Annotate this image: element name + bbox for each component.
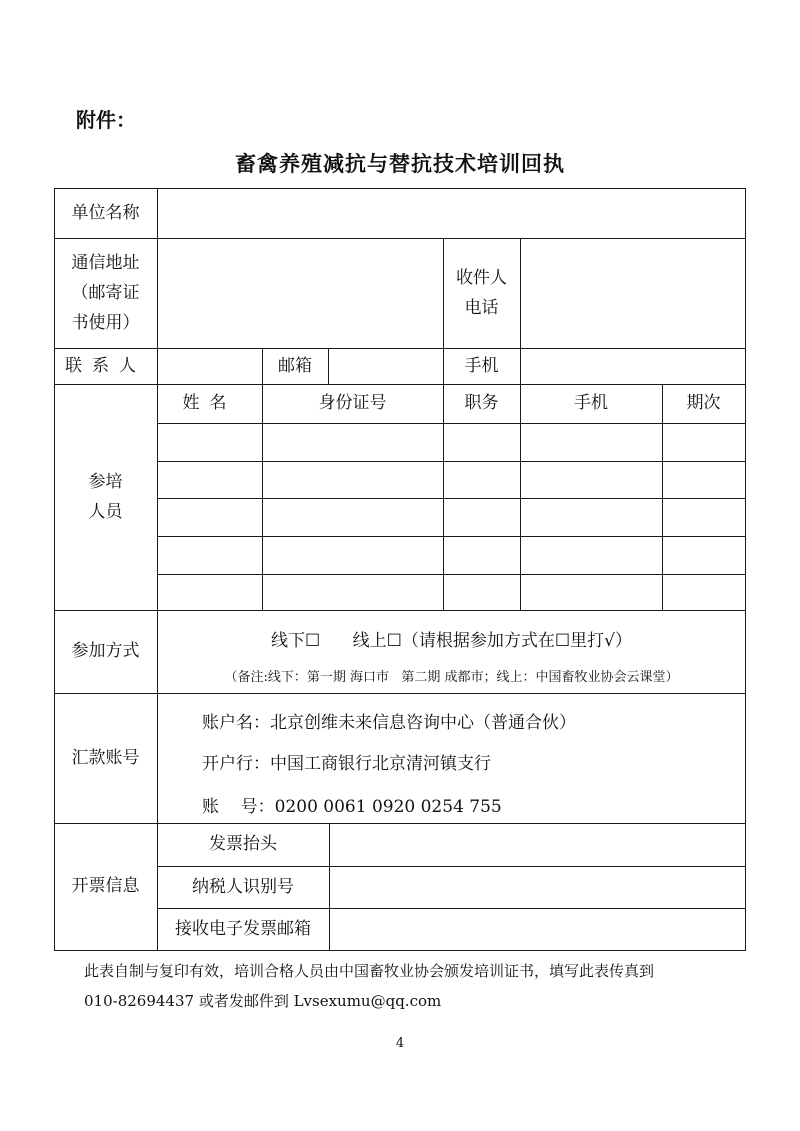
mobile-label: 手机 [464, 355, 499, 376]
participant-row[interactable] [158, 575, 745, 610]
taxpayer-id-label: 纳税人识别号 [192, 876, 294, 897]
account-name: 账户名：北京创维未来信息咨询中心（普通合伙） [202, 713, 576, 733]
email-label: 邮箱 [278, 355, 312, 376]
participant-row[interactable] [158, 462, 745, 498]
contact-field[interactable] [158, 349, 262, 384]
bank-label: 汇款账号 [71, 747, 140, 768]
footer-contact: 010-82694437 或者发邮件到 Lvsexumu@qq.com [84, 992, 442, 1010]
mode-note: （备注:线下：第一期 海口市 第二期 成都市；线上：中国畜牧业协会云课堂） [224, 670, 679, 685]
contact-label: 联系人 [65, 355, 146, 376]
page-title: 畜禽养殖减抗与替抗技术培训回执 [235, 151, 565, 176]
address-field[interactable] [158, 239, 443, 348]
mode-label: 参加方式 [71, 641, 140, 661]
header-mobile: 手机 [574, 393, 608, 413]
recipient-phone-label: 收件人 电话 [456, 268, 507, 318]
participant-row[interactable] [158, 499, 745, 536]
unit-name-field[interactable] [158, 189, 745, 238]
invoice-label: 开票信息 [71, 876, 140, 896]
recipient-phone-field[interactable] [521, 239, 745, 348]
taxpayer-id-field[interactable] [330, 867, 745, 908]
mobile-field[interactable] [521, 349, 745, 384]
invoice-title-field[interactable] [330, 824, 745, 866]
account-number: 账 号：0200 0061 0920 0254 755 [202, 797, 502, 817]
header-position: 职务 [464, 393, 499, 413]
footer-note: 此表自制与复印有效，培训合格人员由中国畜牧业协会颁发培训证书，填写此表传真到 [84, 962, 655, 980]
participants-label: 参培 人员 [88, 472, 123, 522]
invoice-title-label: 发票抬头 [209, 834, 277, 854]
invoice-email-label: 接收电子发票邮箱 [175, 918, 311, 939]
email-field[interactable] [329, 349, 443, 384]
attachment-label: 附件： [76, 108, 136, 132]
unit-name-label: 单位名称 [71, 202, 140, 223]
page-number: 4 [395, 1036, 405, 1051]
participant-row[interactable] [158, 537, 745, 574]
address-label: 通信地址 （邮寄证 书使用） [71, 253, 140, 333]
header-name: 姓名 [182, 393, 237, 413]
header-id-number: 身份证号 [318, 393, 387, 413]
bank-branch: 开户行：中国工商银行北京清河镇支行 [202, 754, 491, 774]
header-session: 期次 [686, 393, 721, 413]
invoice-email-field[interactable] [330, 909, 745, 950]
participant-row[interactable] [158, 424, 745, 461]
mode-options[interactable]: 线下☐ 线上☐（请根据参加方式在☐里打√） [271, 631, 632, 651]
